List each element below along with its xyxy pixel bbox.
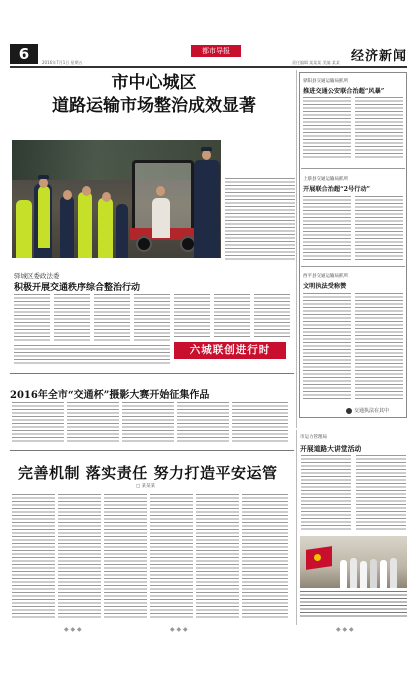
divider — [10, 373, 294, 374]
lower-col-1 — [12, 494, 55, 620]
lead-body-col-3 — [94, 294, 130, 342]
lead-body-col-1 — [14, 294, 50, 342]
editor-line: 责任编辑 某某某 美编 某某 — [292, 60, 340, 65]
sub-kicker: 驿城区委政法委 — [14, 272, 60, 280]
lead-body-tail — [14, 345, 170, 365]
lead-photo — [12, 140, 221, 258]
lower-col-4 — [150, 494, 193, 620]
right-story-1-col-1 — [303, 97, 351, 159]
lower-col-6 — [242, 494, 288, 620]
masthead-rule — [10, 66, 407, 68]
lower-right-caption — [300, 591, 407, 619]
mid-col-2 — [67, 402, 119, 442]
right-story-3-col-1 — [303, 293, 351, 401]
section-title: 经济新闻 — [350, 49, 407, 64]
right-story-3-col-2 — [355, 293, 403, 401]
lead-headline-line1: 市中心城区 — [111, 73, 197, 93]
lead-body-col-6 — [214, 294, 250, 338]
right-divider-1 — [301, 168, 405, 169]
sub-headline: 积极开展交通秩序综合整治行动 — [14, 283, 141, 293]
mid-col-5 — [232, 402, 288, 442]
mid-headline: 2016年全市“交通杯”摄影大赛开始征集作品 — [10, 390, 210, 401]
right-story-2-col-1 — [303, 196, 351, 260]
mid-col-3 — [122, 402, 174, 442]
lead-body-col-2 — [54, 294, 90, 342]
lower-right-kicker: 市运力管理局 — [300, 435, 327, 440]
page-number: 6 — [10, 44, 38, 64]
right-story-3-headline: 文明执法受称赞 — [303, 283, 347, 290]
mid-col-1 — [12, 402, 64, 442]
right-story-2-col-2 — [355, 196, 403, 260]
column-rule — [296, 430, 297, 625]
mid-col-4 — [177, 402, 229, 442]
lower-right-col-2 — [356, 455, 406, 531]
right-footer — [346, 407, 389, 414]
lead-headline-line2: 道路运输市场整治成效显著 — [52, 96, 256, 116]
lower-byline: □ 某某某 — [136, 484, 156, 489]
lead-body-col-5 — [174, 294, 210, 338]
lower-right-headline: 开展道路大讲堂活动 — [300, 445, 362, 453]
divider — [10, 450, 294, 451]
right-story-1-kicker: 驿阳县交通运输局抓所 — [303, 79, 348, 84]
right-divider-2 — [301, 266, 405, 267]
right-footer-label: 交通执法在其中 — [354, 408, 390, 414]
lead-body-col-7 — [254, 294, 290, 338]
right-story-1-col-2 — [355, 97, 403, 159]
right-story-3-kicker: 西平县交通运输局抓所 — [303, 274, 348, 279]
date-line: 2016年7月1日 星期五 — [42, 60, 83, 65]
lead-body-col-4 — [134, 294, 170, 342]
lower-col-5 — [196, 494, 239, 620]
lower-headline: 完善机制 落实责任 努力打造平安运管 — [18, 464, 278, 482]
divider-ornament-icon: ◆ ◆ ◆ — [64, 626, 82, 633]
right-story-2-headline: 开展联合治超“2号行动” — [303, 186, 371, 193]
photo-caption — [225, 178, 295, 262]
lower-col-2 — [58, 494, 101, 620]
right-story-1-headline: 推进交通公安联合治超“风暴” — [303, 88, 385, 95]
six-city-banner: 六城联创进行时 — [174, 342, 286, 359]
paper-logo: 都市导报 — [191, 45, 241, 57]
camera-icon — [346, 408, 352, 414]
lower-right-col-1 — [301, 455, 351, 531]
divider-ornament-icon: ◆ ◆ ◆ — [336, 626, 354, 633]
lower-right-photo — [300, 536, 407, 588]
divider-ornament-icon: ◆ ◆ ◆ — [170, 626, 188, 633]
lead-headline — [12, 72, 296, 118]
right-story-2-kicker: 上蔡县交通运输局抓所 — [303, 177, 348, 182]
column-rule — [296, 70, 297, 428]
lower-col-3 — [104, 494, 147, 620]
